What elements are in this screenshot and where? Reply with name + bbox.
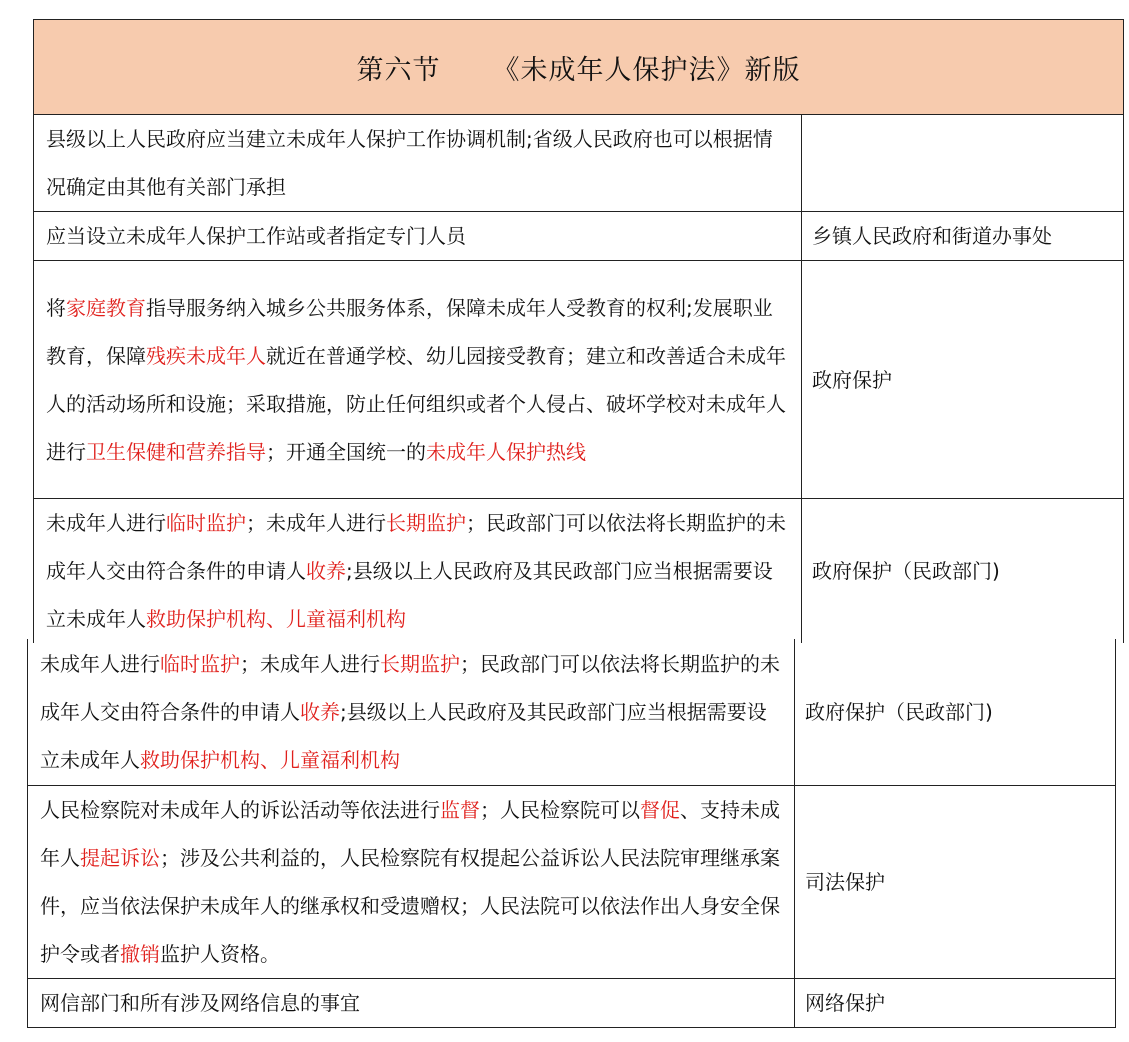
highlight-text: 长期监护 <box>386 511 466 535</box>
body-text: 未成年人进行 <box>46 511 166 535</box>
table-row <box>34 115 1124 212</box>
table-row <box>28 785 1116 978</box>
row-content <box>34 499 802 644</box>
row-content <box>28 978 795 1027</box>
row-label: 网络保护 <box>795 978 1116 1027</box>
highlight-text: 卫生保健和营养指导 <box>86 439 266 464</box>
row-label: 政府保护（民政部门) <box>802 499 1124 644</box>
row-label: 政府保护 <box>802 261 1124 499</box>
header-row <box>34 20 1124 115</box>
highlight-text: 督促 <box>640 797 680 822</box>
row-label: 司法保护 <box>795 785 1116 978</box>
highlight-text: 救助保护机构、儿童福利机构 <box>146 607 406 631</box>
highlight-text: 救助保护机构、儿童福利机构 <box>140 747 400 772</box>
highlight-text: 提起诉讼 <box>80 845 160 870</box>
highlight-text: 未成年人保护热线 <box>426 439 586 464</box>
highlight-text: 长期监护 <box>380 651 460 676</box>
body-text: ;县级以上人民政府及其民政部门应当根据需要设立未成年人 <box>40 699 767 772</box>
body-text: ；开通全国统一的 <box>266 439 426 464</box>
body-text: 指导服务纳入城乡公共服务体系，保障未成年人受教育的权利;发展职业教育，保障 <box>46 295 773 368</box>
body-text: 未成年人进行 <box>40 651 160 676</box>
row-content <box>34 115 802 212</box>
highlight-text: 撤销 <box>120 941 160 966</box>
highlight-text: 残疾未成年人 <box>146 343 266 368</box>
table-row <box>34 499 1124 644</box>
highlight-text: 监督 <box>440 797 480 822</box>
table-row <box>28 639 1116 785</box>
table-row <box>28 978 1116 1027</box>
body-text: 监护人资格。 <box>160 941 280 966</box>
body-text: 县级以上人民政府应当建立未成年人保护工作协调机制;省级人民政府也可以根据情况确定由其他有关部门承担 <box>46 127 773 199</box>
row-label <box>802 115 1124 212</box>
protection-table-upper <box>33 19 1124 643</box>
section-header <box>34 20 1124 115</box>
section-title: 《未成年人保护法》新版 <box>492 54 801 86</box>
body-text: 人民检察院对未成年人的诉讼活动等依法进行 <box>40 797 440 822</box>
body-text: 将 <box>46 295 66 320</box>
row-label: 政府保护（民政部门) <box>795 639 1116 785</box>
section-number: 第六节 <box>356 54 441 86</box>
highlight-text: 家庭教育 <box>66 295 146 320</box>
body-text: 网信部门和所有涉及网络信息的事宜 <box>40 990 360 1015</box>
row-content <box>34 261 802 499</box>
body-text: ；民政部门可以依法将长期监护的未成年人交由符合条件的申请人 <box>40 651 780 724</box>
body-text: 、支持未成年人 <box>40 797 780 870</box>
body-text: ；涉及公共利益的，人民检察院有权提起公益诉讼人民法院审理继承案件，应当依法保护未成年人的继承权和受遗赠权；人民法院可以依法作出人身安全保护令或者 <box>40 845 780 966</box>
body-text: ；未成年人进行 <box>246 511 386 535</box>
body-text: ；民政部门可以依法将长期监护的未成年人交由符合条件的申请人 <box>46 511 786 583</box>
body-text: 应当设立未成年人保护工作站或者指定专门人员 <box>46 224 466 248</box>
body-text: ；未成年人进行 <box>240 651 380 676</box>
body-text: 就近在普通学校、幼儿园接受教育；建立和改善适合未成年人的活动场所和设施；采取措施，防止任何组织或者个人侵占、破坏学校对未成年人进行 <box>46 343 786 464</box>
row-label: 乡镇人民政府和街道办事处 <box>802 212 1124 261</box>
row-content <box>34 212 802 261</box>
highlight-text: 临时监护 <box>166 511 246 535</box>
highlight-text: 收养 <box>300 699 340 724</box>
highlight-text: 临时监护 <box>160 651 240 676</box>
protection-table-lower <box>27 639 1116 1028</box>
table-row <box>34 261 1124 499</box>
row-content <box>28 785 795 978</box>
highlight-text: 收养 <box>306 559 346 583</box>
row-content <box>28 639 795 785</box>
body-text: ；人民检察院可以 <box>480 797 640 822</box>
table-row <box>34 212 1124 261</box>
body-text: ;县级以上人民政府及其民政部门应当根据需要设立未成年人 <box>46 559 773 631</box>
